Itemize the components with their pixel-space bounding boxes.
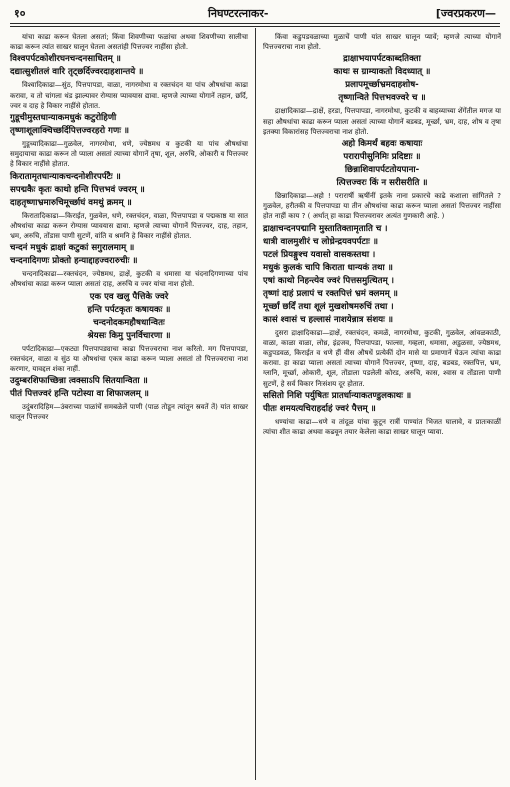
sanskrit-verse-line: छिन्नाशिवापर्पटतोयपाना- xyxy=(344,165,420,176)
sanskrit-verse-line: चन्दनोदकमहौषधान्वितः xyxy=(93,317,165,328)
sanskrit-verse-line: चन्दनं मधुकं द्राक्षां कटुकां सगुरालमाम् ॥ xyxy=(10,243,135,254)
commentary-paragraph: विश्वादिकाढा—सुंठ, पित्तपापडा, वाळा, नागरमोथा व रक्तचंदन या पांच औषधांचा काढा करावा, व तो चांगला थंड झाल्यावर रोग्यास प्यावयास द्यावा. म्हणजे त्याच्या योगानें तहान, छर्दि, ज्वर व दाह हे विकार नाहींसे होतात. xyxy=(10,81,248,110)
commentary-paragraph: पर्पटादिकाढा—एकट्या पित्तपापड्याचा काढा पित्तज्वराचा नाश करितो. मग पित्तपापडा, रक्तचंदन, वाळा व सुंठ या औषधांचा एकत्र काढा करून प्याला असतां तो पित्तज्वराचा नाश करणार, यावद्दल शंका नाहीं. xyxy=(10,344,248,374)
sanskrit-verse-line: कासं श्वासं च हल्लासं नाशयेन्नात्र संशयः ॥ xyxy=(263,314,394,325)
sanskrit-verse-line: श्रेयसः किमु पुनर्विचारणा ॥ xyxy=(87,330,171,341)
sanskrit-verse-line: धात्री वालमुशीरं च लोध्रेन्द्रयवपर्पटाः ॥ xyxy=(263,236,378,247)
sanskrit-verse-line: गुडूचीमुस्तधान्याकमधुकं कटुरोहिणी xyxy=(10,113,117,124)
sanskrit-verse-line: मूर्च्छां छर्दिं तथा शूलं मुखशोषमरुचिं तथा । xyxy=(263,301,394,312)
sanskrit-verse-line: प्रलापमूर्च्छाभ्रमदाहशोष- xyxy=(345,80,419,91)
sanskrit-verse-line: हन्ति पर्पटकृतः कषायकः ॥ xyxy=(87,304,171,315)
sanskrit-verse-line: त्पित्तज्वरः किं न सरीसरीति ॥ xyxy=(336,178,428,189)
sanskrit-verse-line: किरातामृतधान्याकचन्दनोशीरपर्पटैः ॥ xyxy=(10,171,121,182)
page-number: १० xyxy=(14,7,26,20)
sanskrit-verse-line: तृष्णाशूलाक्चिच्छर्दिपित्तज्वरहरो गणः ॥ xyxy=(10,126,130,137)
commentary-paragraph: द्राक्षादिकाढा—द्राक्षें, हरडा, पित्तपापडा, नागरमोथा, कुटकी व बाहव्याच्या शेंगेंतील मगज या सहा औषधांचा काढा करून प्याला असतां त्याच्या योगानें बडबड, मूर्च्छा, भ्रम, दाह, शोष व तृषा इतक्या विकारांसह पित्तज्वराचा नाश होतो. xyxy=(263,107,501,136)
sanskrit-verse-line: पटलं प्रियङ्गुश्च यवासो वासकस्तथा । xyxy=(263,249,376,260)
sanskrit-verse-line: अहो किमर्थं बहवः कषायाः xyxy=(341,139,423,150)
sanskrit-verse-line: ससितो निशि पर्युषितः प्रातर्धान्याकतण्डुलकाथः ॥ xyxy=(263,390,412,401)
book-title: निघण्टरत्नाकर- xyxy=(208,7,269,20)
sanskrit-verse-line: दाहतृष्णाभ्रमारुचिमूर्च्छाघं वमथुं क्रमम् ॥ xyxy=(10,197,132,208)
sanskrit-verse-line: काथः स ग्राम्याकतो विदध्यात् ॥ xyxy=(333,67,431,78)
commentary-paragraph: दुसरा द्राक्षादिकाढा—द्राक्षें, रक्तचंदन, कमळें, नागरमोथा, कुटकी, गुळवेल, आंवळकाठी, वाळा, काळा वाळा, लोध्र, इंद्रजव, पित्तपापडा, फाल्सा, गव्हला, धमासा, अडुळसा, ज्येष्ठमध, कडुपडवळ, किराईत व धणे हीं वीस औषधें प्रत्येकीं दोन मासे या प्रमाणानें घेऊन त्यांचा काढा करावा. हा काढा प्याला असतां त्याच्या योगानें पित्तज्वर, तृष्णा, दाह, बडबड, रक्तपित्त, भ्रम, ग्लानि, मूर्च्छा, ओकारी, शूल, तोंडाला पडलेली कोरड, अरुचि, कास, श्वास व तोंडाला पाणी सुटणें, हे सर्व विकार निःसंशय दूर होतात. xyxy=(263,328,501,388)
commentary-paragraph: उदुंबरादिहिम—उंबराच्या पाळांचें समबळेलें पाणी (पाळ तोडून त्यांतून स्रवतें तें) यांत साखर घालून पित्तज्वर xyxy=(10,403,248,422)
sanskrit-verse-line: द्राक्षाभयापर्पटकाब्दतिक्ता xyxy=(343,54,421,65)
commentary-paragraph: यांचा काढा करून घेतला असतां; किंवा शिवणीच्या फळांचा अथवा शिवणीच्या सालीचा काढा करून त्यांत साखर घालून घेतला असतांही पित्तज्वर नाहींसा होतो. xyxy=(10,33,248,52)
commentary-paragraph: गुडूच्यादिकाढा—गुळवेल, नागरमोथा, धणे, ज्येष्ठमध व कुटकी या पांच औषधांचा समुदायाचा काढा करून तो प्याला असतां त्याच्या योगानें तृषा, शूल, अरुचि, ओकारी व पित्तज्वर हे विकार नाहींसे होतात. xyxy=(10,140,248,169)
header-rule-bottom xyxy=(10,26,500,27)
commentary-paragraph: चन्दनादिकाढा—रक्तचंदन, ज्येष्ठमध, द्राक्षें, कुटकी व धमासा या चंदनादिगणाच्या पांच औषधांचा काढा करून प्याला असतां दाह, अरुचि व ज्वर यांचा नाश होतो. xyxy=(10,270,248,289)
sanskrit-verse-line: एषां काथो निहन्त्येव ज्वरं पित्तसमुत्थितम् । xyxy=(263,275,394,286)
commentary-paragraph: धण्यांचा काढा—धणे व तांदूळ यांचा कूटून रात्रीं पाण्यांत भिजत घालावे, व प्रातःकाळीं त्यांचा शीत काढा अथवा कढवून तयार केलेला काढा साखर घालून प्यावा. xyxy=(263,417,501,437)
sanskrit-verse-line: विश्वपर्पटकोशीरघनचन्दनसाधितम् ॥ xyxy=(10,54,121,65)
left-column xyxy=(10,32,248,423)
sanskrit-verse-line: द्राक्षाचन्दनपद्मानि मुस्तातिक्तामृताति च । xyxy=(263,223,388,234)
header-rule-top xyxy=(10,23,500,24)
sanskrit-verse-line: दद्यात्सुशीतलं वारि तृट्छर्दिज्वरदाहशान्तये ॥ xyxy=(10,67,144,78)
sanskrit-verse-line: पीतः शमयत्यचिराहर्दाहं ज्वरं पैत्तम् ॥ xyxy=(263,403,376,414)
commentary-paragraph: किरातादिकाढा—किराईत, गुळवेल, धणे, रक्तचंदन, वाळा, पित्तपापडा व पद्मकाष्ठ या सात औषधांचा काढा करून रोग्यास प्यावयास द्यावा. म्हणजे त्याच्या योगानें पित्तज्वर, दाह, तहान, भ्रम, अरुचि, तोंडास पाणी सुटणें, वांति व श्रमनि हे विकार नाहींसे होतात. xyxy=(10,211,248,241)
column-divider xyxy=(255,28,256,780)
commentary-paragraph: किंवा कडुपडवळाच्या मुळाचें पाणी यांत साखर घालून प्यावें; म्हणजे त्याच्या योगानें पित्तज्वराचा नाश होतो. xyxy=(263,33,501,52)
chapter-title: [ज्वरप्रकरण— xyxy=(435,7,496,20)
sanskrit-verse-line: उदुम्बरशिफाच्छिन्ना त्वक्साऽपि सितयान्विता ॥ xyxy=(10,376,148,387)
sanskrit-verse-line: तृष्णां दाहं प्रलापं च रक्तपित्तं भ्रमं क्लमम् ॥ xyxy=(263,288,398,299)
sanskrit-verse-line: मधुकं कुलकं चापि किराता धान्यकं तथा ॥ xyxy=(263,262,393,273)
sanskrit-verse-line: परारापीसुनिमिः प्रदिष्टाः ॥ xyxy=(343,152,421,163)
right-column xyxy=(263,32,501,437)
commentary-paragraph: छिन्नादिकाढा—अहो ! परारार्षी ऋषींनीं इतके नाना प्रकारचे काढे कशाला सांगितले ? गुळवेल, हरीतकी व पित्तपापडा या तीन औषधांचा काढा करून प्याला असतां पित्तज्वर नाहींसा होत नाहीं काय ? ( अर्थात् हा काढा पित्तज्वरावर अत्यंत गुणकारी आहे. ) xyxy=(263,192,501,221)
sanskrit-verse-line: चन्दनादिगणः प्रोक्तो हन्याद्दाहज्वरारुचीः ॥ xyxy=(10,256,138,267)
sanskrit-verse-line: सपद्मकैः कृतः काथो हन्ति पित्तभवं ज्वरम् ॥ xyxy=(10,184,145,195)
running-header xyxy=(8,6,502,22)
sanskrit-verse-line: तृष्णान्विते पित्तभवज्वरे च ॥ xyxy=(338,93,426,104)
sanskrit-verse-line: पीतं पित्तज्वरं हन्ति पटोस्या वा शिफाजलम् ॥ xyxy=(10,389,149,400)
sanskrit-verse-line: एक एव खलु पैत्तिके ज्वरे xyxy=(89,291,169,302)
